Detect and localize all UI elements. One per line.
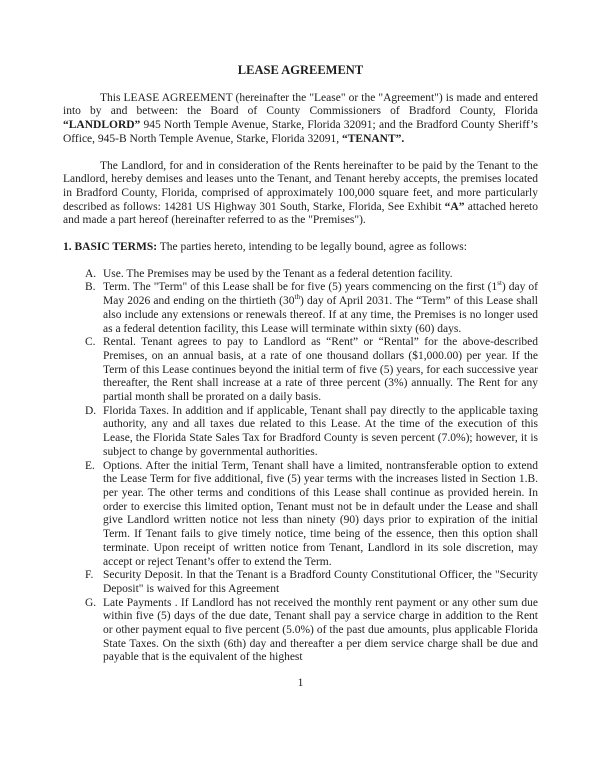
page-number: 1 — [297, 677, 304, 690]
ordinal-superscript-th: th — [294, 293, 300, 302]
item-text-rental: Rental. Tenant agrees to pay to Landlord as “Rent” or “Rental” for the above-described Premises, on an annual basis, at a rate of one thousand dollars ($1,000.00) per year. If the Term of this Lease continues beyond the initial term of five (5) years, for each successive year thereafter, the Rent shall increase at a rate of three percent (3%) annually. The Rent for any partial month shall be prorated on a daily basis. — [103, 336, 538, 404]
section-heading-text: The parties hereto, intending to be legally bound, agree as follows: — [157, 241, 467, 254]
item-label-a: A. — [85, 267, 97, 280]
term-item-options — [85, 459, 538, 570]
item-text-term-2: ) day of May 2026 and ending on the thirtieth (30 — [103, 281, 538, 308]
tenant-designation: “TENANT”. — [341, 132, 405, 145]
term-item-security-deposit — [85, 569, 538, 596]
premises-text-1: The Landlord, for and in consideration of the Rents hereinafter to be paid by the Tenant to the Landlord, hereby demises and leases unto the Tenant, and Tenant hereby accepts, the premises located in Bradford County, Florida, comprised of approximately 100,000 square feet, and more particularly described as follows: 14281 US Highway 301 South, Starke, Florida, See Exhibit — [63, 159, 538, 213]
item-text-florida-taxes: Florida Taxes. In addition and if applicable, Tenant shall pay directly to the applicable taxing authority, any and all taxes due related to this Lease. At the time of the execution of this Lease, the Florida State Sales Tax for Bradford County is seven percent (7.0%); however, it is subject to change by governmental authorities. — [103, 404, 538, 458]
item-label-g: G. — [85, 596, 97, 609]
term-item-rental — [85, 336, 538, 405]
item-text-term-3: ) day of April 2031. The “Term” of this Lease shall also include any extensions or renewals thereof. If at any time, the Premises is no longer used as a federal detention facility, this Lease will terminate within sixty (60) days. — [103, 295, 538, 335]
basic-terms-heading-paragraph — [63, 241, 538, 255]
basic-terms-list — [63, 268, 538, 665]
landlord-designation: “LANDLORD” — [63, 119, 141, 132]
term-item-florida-taxes — [85, 404, 538, 460]
item-label-f: F. — [85, 569, 94, 582]
term-item-use — [85, 267, 538, 282]
item-label-c: C. — [85, 336, 96, 349]
term-item-term — [85, 279, 538, 336]
item-text-use: Use. The Premises may be used by the Tenant as a federal detention facility. — [103, 267, 453, 280]
item-label-d: D. — [85, 404, 97, 417]
intro-paragraph — [63, 92, 538, 147]
item-text-options: Options. After the initial Term, Tenant shall have a limited, nontransferable option to extend the Lease Term for five additional, five (5) year terms with the increases listed in Section 1.B. per year. The other terms and conditions of this Lease shall continue as provided herein. In order to exercise this limited option, Tenant must not be in default under the Lease and shall give Landlord written notice not less than ninety (90) days prior to expiration of the initial Term. If Tenant fails to give timely notice, time being of the essence, then this option shall terminate. Upon receipt of written notice from Tenant, Landlord in its sole discretion, may accept or reject Tenant’s offer to extend the Term. — [103, 459, 538, 568]
item-text-term-1: Term. The "Term" of this Lease shall be for five (5) years commencing on the first (1 — [103, 281, 498, 294]
premises-text-2: attached hereto and made a part hereof (hereinafter referred to as the "Premises"). — [63, 200, 538, 227]
section-heading: 1. BASIC TERMS: — [63, 241, 158, 254]
item-label-e: E. — [85, 459, 95, 472]
premises-paragraph — [63, 160, 538, 229]
item-text-late-payments: Late Payments . If Landlord has not received the monthly rent payment or any other sum due within five (5) days of the due date, Tenant shall pay a service charge in addition to the Rent or other payment equal to five percent (5.0%) of the past due amounts, plus applicable Florida State Taxes. On the sixth (6th) day and thereafter a per diem service charge shall be due and payable that is the equivalent of the highest — [103, 596, 538, 664]
intro-text-2: 945 North Temple Avenue, Starke, Florida 32091; and the Bradford County Sheriff’s Office, 945-B North Temple Avenue, Starke, Florida 32091, — [63, 119, 538, 145]
exhibit-a-reference: “A” — [444, 200, 465, 213]
term-item-late-payments — [85, 596, 538, 666]
item-text-security-deposit: Security Deposit. In that the Tenant is a Bradford County Constitutional Officer, the "Security Deposit" is waived for this Agreement — [103, 569, 538, 595]
document-title: LEASE AGREEMENT — [237, 63, 364, 77]
item-label-b: B. — [85, 281, 96, 294]
intro-text-1: This LEASE AGREEMENT (hereinafter the "Lease" or the "Agreement") is made and entered into by and between: the Board of County Commissioners of Bradford County, Florida — [63, 91, 538, 118]
ordinal-superscript-st: st — [497, 279, 502, 288]
